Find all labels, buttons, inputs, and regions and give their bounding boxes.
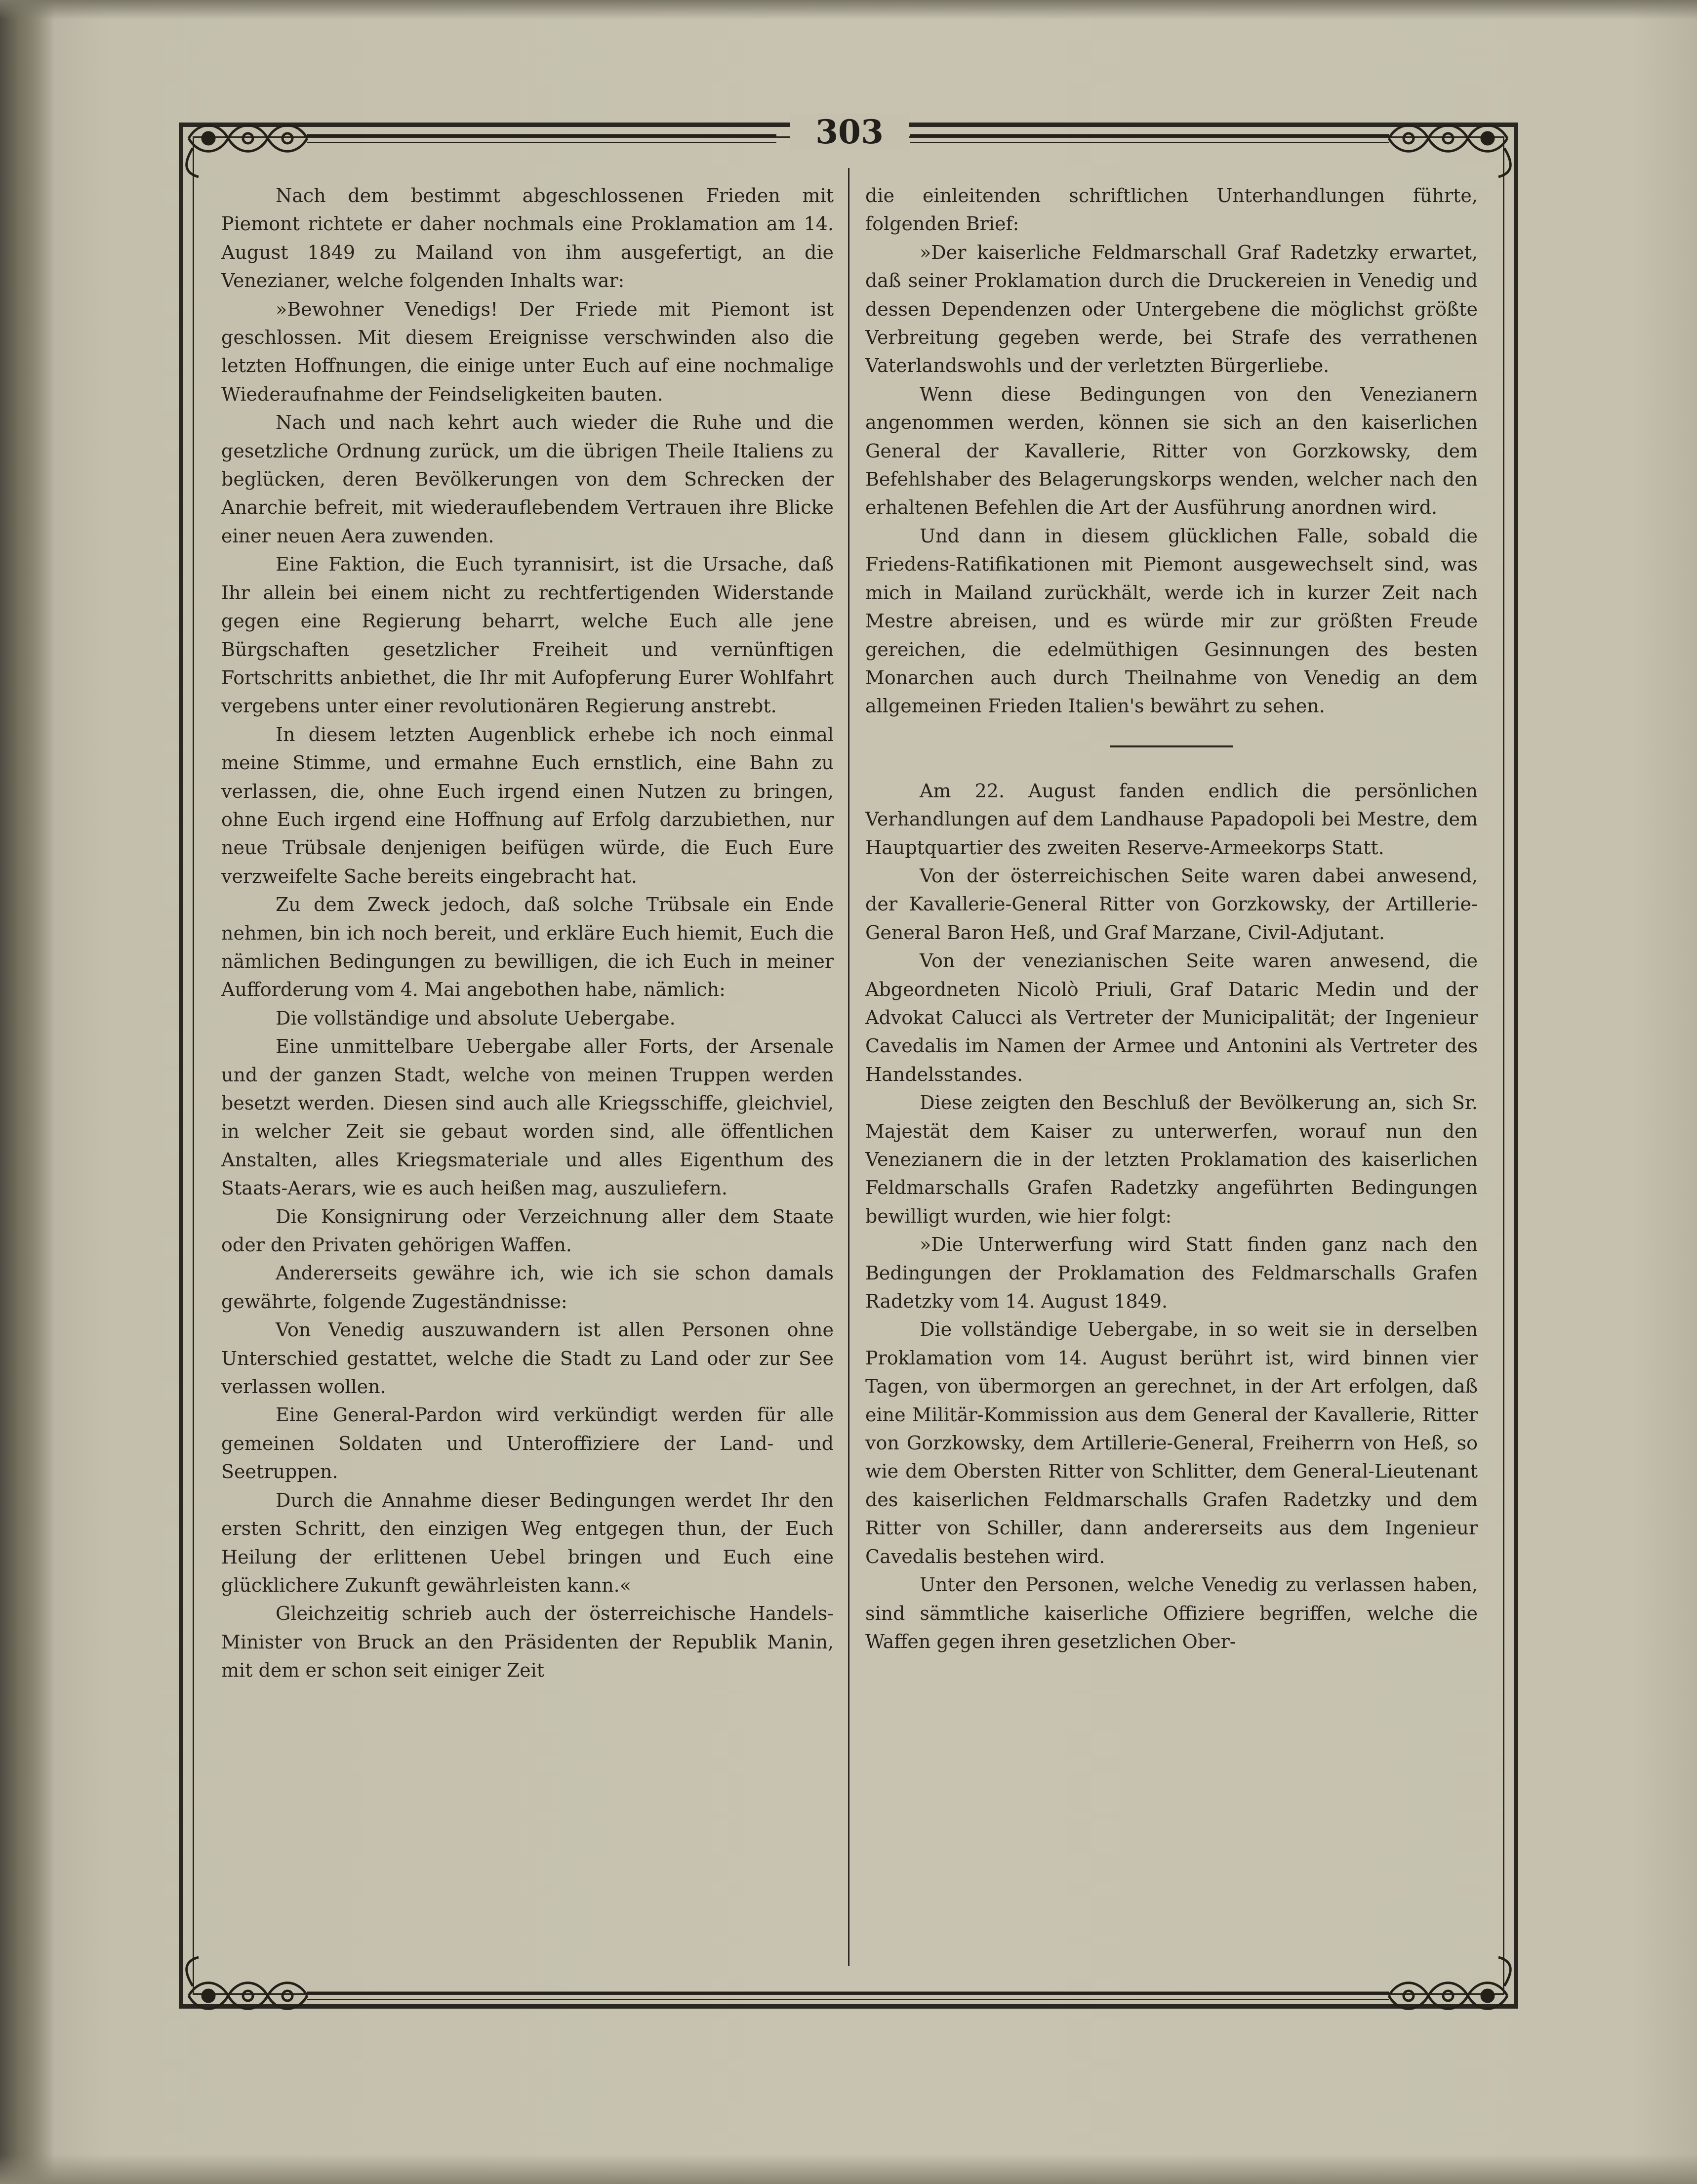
page-edge-top — [0, 0, 1697, 20]
paragraph: Zu dem Zweck jedoch, daß solche Trübsale ein Ende nehmen, bin ich noch bereit, und erkläre Euch hiemit, Euch die nämlichen Bedingungen zu bewilligen, die ich Euch in meiner Aufforderung vom 4. Mai angebothen habe, nämlich: — [221, 894, 834, 1001]
paragraph: »Der kaiserliche Feldmarschall Graf Radetzky erwartet, daß seiner Proklamation durch die Druckereien in Venedig und dessen Dependenzen oder Untergebene die möglichst größte Verbreitung gegeben werde, bei Strafe des verrathenen Vaterlandswohls und der verletzten Bürgerliebe. — [865, 241, 1478, 377]
paragraph: Nach und nach kehrt auch wieder die Ruhe und die gesetzliche Ordnung zurück, um die übrigen Theile Italiens zu beglücken, deren Bevölkerungen von dem Schrecken der Anarchie befreit, mit wiederauflebendem Vertrauen ihre Blicke einer neuen Aera zuwenden. — [221, 412, 834, 547]
paragraph: Eine General-Pardon wird verkündigt werden für alle gemeinen Soldaten und Unteroffiziere der Land- und Seetruppen. — [221, 1404, 834, 1483]
paragraph: Von der venezianischen Seite waren anwesend, die Abgeordneten Nicolò Priuli, Graf Dataric Medin und der Advokat Calucci als Vertreter der Municipalität; der Ingenieur Cavedalis im Namen der Armee und Antonini als Vertreter des Handelsstandes. — [865, 950, 1478, 1085]
paragraph: Unter den Personen, welche Venedig zu verlassen haben, sind sämmtliche kaiserliche Offiziere begriffen, welche die Waffen gegen ihren gesetzlichen Ober- — [865, 1574, 1478, 1652]
paragraph: Nach dem bestimmt abgeschlossenen Frieden mit Piemont richtete er daher nochmals eine Proklamation am 14. August 1849 zu Mailand von ihm ausgefertigt, an die Venezianer, welche folgenden Inhalts war: — [221, 185, 834, 292]
paragraph: Eine unmittelbare Uebergabe aller Forts, der Arsenale und der ganzen Stadt, welche von meinen Truppen werden besetzt werden. Diesen sind auch alle Kriegsschiffe, gleichviel, in welcher Zeit sie gebaut worden sind, alle öffentlichen Anstalten, alles Kriegsmateriale und alles Eigenthum des Staats-Aerars, wie es auch heißen mag, auszuliefern. — [221, 1035, 834, 1199]
section-divider — [1110, 745, 1233, 747]
page-number: 303 — [790, 113, 909, 151]
paragraph: die einleitenden schriftlichen Unterhandlungen führte, folgenden Brief: — [865, 185, 1478, 235]
left-column — [221, 182, 834, 1685]
paragraph: Andererseits gewähre ich, wie ich sie schon damals gewährte, folgende Zugeständnisse: — [221, 1262, 834, 1313]
paragraph: Die vollständige und absolute Uebergabe. — [276, 1007, 676, 1029]
paragraph: Diese zeigten den Beschluß der Bevölkerung an, sich Sr. Majestät dem Kaiser zu unterwerfen, worauf nun den Venezianern die in der letzten Proklamation des kaiserlichen Feldmarschalls Grafen Radetzky angeführten Bedingungen bewilligt wurden, wie hier folgt: — [865, 1092, 1478, 1227]
column-divider-rule — [848, 168, 849, 1966]
paragraph: Die Konsignirung oder Verzeichnung aller dem Staate oder den Privaten gehörigen Waffen. — [221, 1205, 834, 1256]
paragraph: »Bewohner Venedigs! Der Friede mit Piemont ist geschlossen. Mit diesem Ereignisse verschwinden also die letzten Hoffnungen, die einige unter Euch auf eine nochmalige Wiederaufnahme der Feindseligkeiten bauten. — [221, 298, 834, 405]
paragraph: Und dann in diesem glücklichen Falle, sobald die Friedens-Ratifikationen mit Piemont ausgewechselt sind, was mich in Mailand zurückhält, werde ich in kurzer Zeit nach Mestre abreisen, und es würde mir zur größten Freude gereichen, die edelmüthigen Gesinnungen des besten Monarchen auch durch Theilnahme von Venedig an dem allgemeinen Frieden Italien's bewährt zu sehen. — [865, 525, 1478, 717]
paragraph: Gleichzeitig schrieb auch der österreichische Handels-Minister von Bruck an den Präsidenten der Republik Manin, mit dem er schon seit einiger Zeit — [221, 1603, 834, 1682]
page-edge-bottom — [0, 2154, 1697, 2184]
book-spine-shadow — [0, 0, 54, 2184]
paragraph: Die vollständige Uebergabe, in so weit sie in derselben Proklamation vom 14. August berührt ist, wird binnen vier Tagen, von übermorgen an gerechnet, in der Art erfolgen, daß eine Militär-Kommission aus dem General der Kavallerie, Ritter von Gorzkowsky, dem Artillerie-General, Freiherrn von Heß, so wie dem Obersten Ritter von Schlitter, dem General-Lieutenant des kaiserlichen Feldmarschalls Grafen Radetzky und dem Ritter von Schiller, dann andererseits aus dem Ingenieur Cavedalis bestehen wird. — [865, 1319, 1478, 1567]
right-column — [865, 182, 1478, 1656]
paragraph: Von der österreichischen Seite waren dabei anwesend, der Kavallerie-General Ritter von Gorzkowsky, der Artillerie-General Baron Heß, und Graf Marzane, Civil-Adjutant. — [865, 865, 1478, 944]
paragraph: Wenn diese Bedingungen von den Venezianern angenommen werden, können sie sich an den kaiserlichen General der Kavallerie, Ritter von Gorzkowsky, dem Befehlshaber des Belagerungskorps wenden, welcher nach den erhaltenen Befehlen die Art der Ausführung anordnen wird. — [865, 383, 1478, 519]
paragraph: In diesem letzten Augenblick erhebe ich noch einmal meine Stimme, und ermahne Euch ernstlich, eine Bahn zu verlassen, die, ohne Euch irgend einen Nutzen zu bringen, ohne Euch irgend eine Hoffnung auf Erfolg darzubiethen, nur neue Trübsale denjenigen beifügen würde, die Euch Eure verzweifelte Sache bereits eingebracht hat. — [221, 723, 834, 887]
paragraph: »Die Unterwerfung wird Statt finden ganz nach den Bedingungen der Proklamation des Feldmarschalls Grafen Radetzky vom 14. August 1849. — [865, 1234, 1478, 1313]
paragraph: Am 22. August fanden endlich die persönlichen Verhandlungen auf dem Landhause Papadopoli bei Mestre, dem Hauptquartier des zweiten Reserve-Armeekorps Statt. — [865, 780, 1478, 859]
footer-ornament — [179, 1956, 1518, 2016]
paragraph: Von Venedig auszuwandern ist allen Personen ohne Unterschied gestattet, welche die Stadt zu Land oder zur See verlassen wollen. — [221, 1319, 834, 1398]
paragraph: Durch die Annahme dieser Bedingungen werdet Ihr den ersten Schritt, den einzigen Weg entgegen thun, der Euch Heilung der erlittenen Uebel bringen und Euch eine glücklichere Zukunft gewährleisten kann.« — [221, 1489, 834, 1596]
paragraph: Eine Faktion, die Euch tyrannisirt, ist die Ursache, daß Ihr allein bei einem nicht zu rechtfertigenden Widerstande gegen eine Regierung beharrt, welche Euch alle jene Bürgschaften gesetzlicher Freiheit und vernünftigen Fortschritts anbiethet, die Ihr mit Aufopferung Eurer Wohlfahrt vergebens unter einer revolutionären Regierung anstrebt. — [221, 553, 834, 717]
